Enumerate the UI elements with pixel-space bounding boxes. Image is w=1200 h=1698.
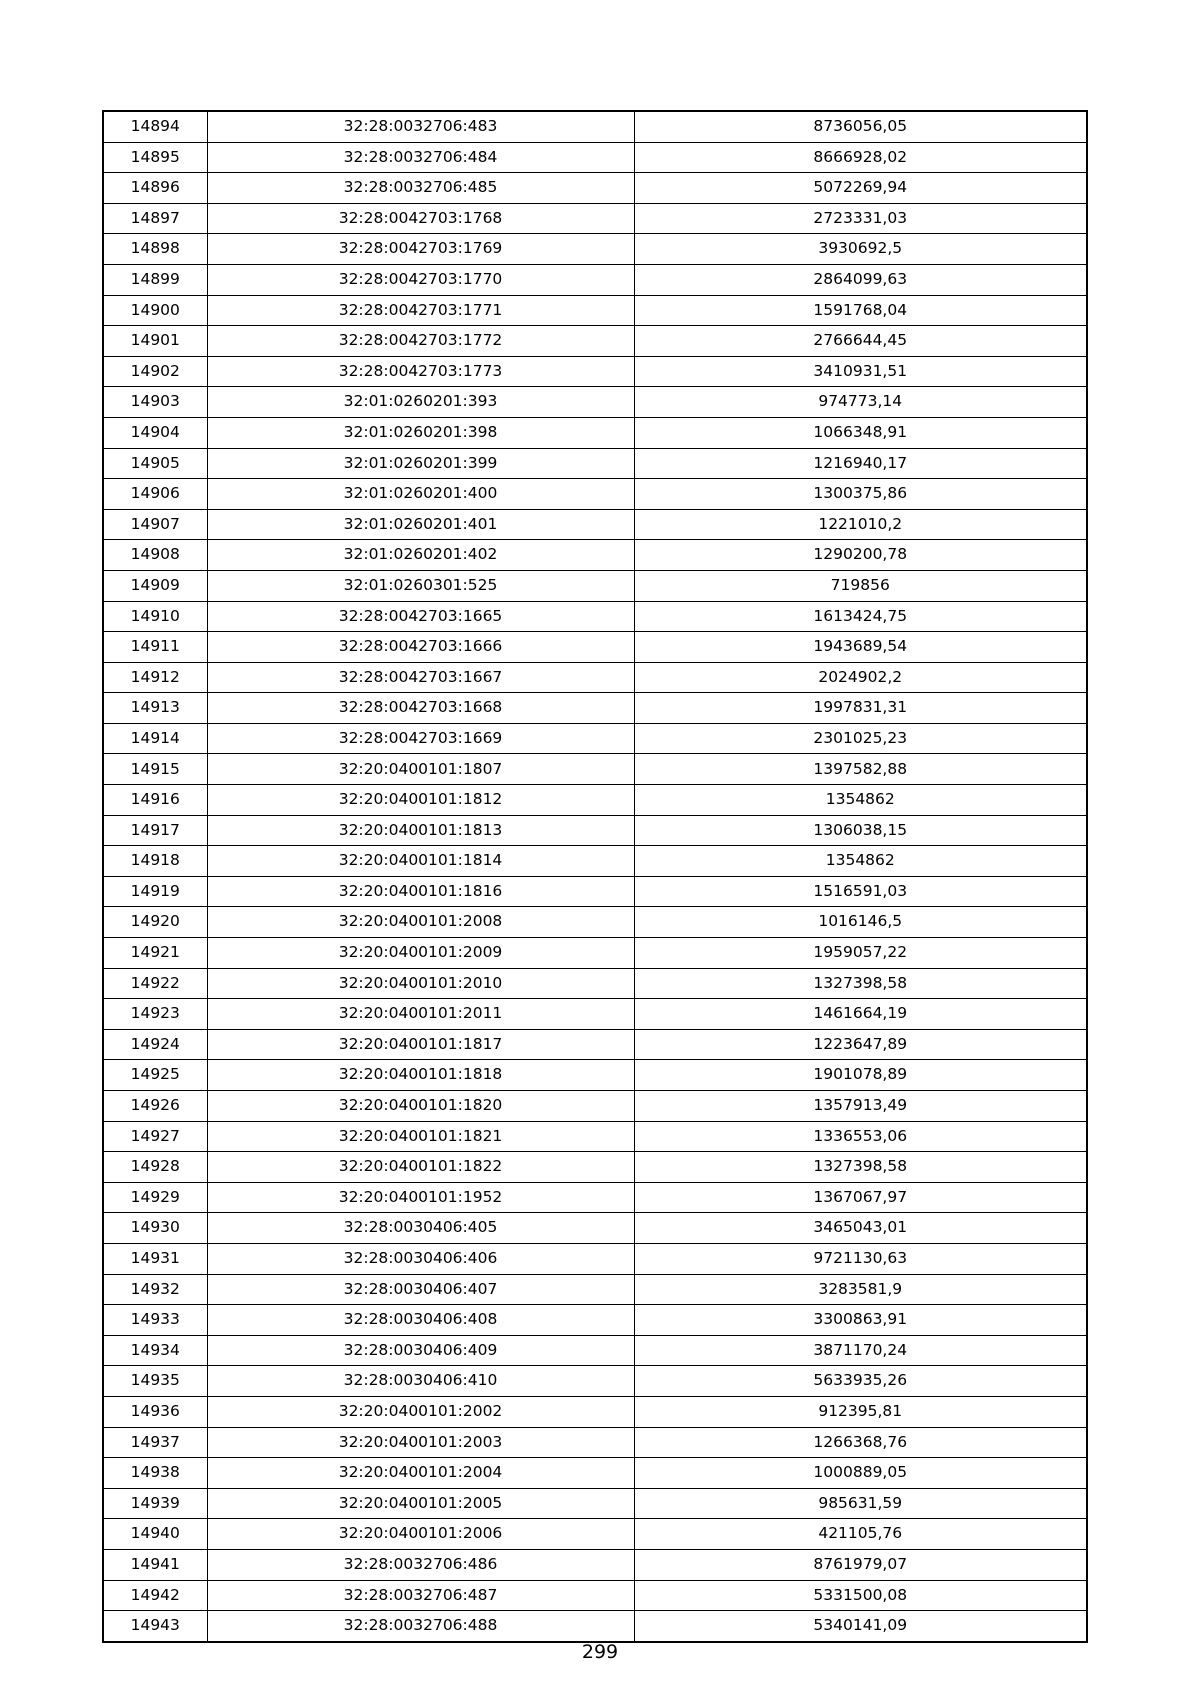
table-row <box>103 1519 1087 1550</box>
row-number-cell: 14918 <box>103 846 207 877</box>
value-cell: 2864099,63 <box>634 264 1087 295</box>
row-number-cell: 14905 <box>103 448 207 479</box>
row-number-cell: 14943 <box>103 1611 207 1642</box>
row-number-cell: 14897 <box>103 203 207 234</box>
value-cell: 985631,59 <box>634 1488 1087 1519</box>
cadastral-number-cell: 32:01:0260201:401 <box>207 509 634 540</box>
cadastral-number-cell: 32:28:0042703:1665 <box>207 601 634 632</box>
row-number-cell: 14926 <box>103 1091 207 1122</box>
value-cell: 974773,14 <box>634 387 1087 418</box>
table-row <box>103 601 1087 632</box>
cadastral-value-table <box>102 110 1088 1643</box>
value-cell: 3283581,9 <box>634 1274 1087 1305</box>
table-row <box>103 1366 1087 1397</box>
cadastral-number-cell: 32:28:0042703:1772 <box>207 326 634 357</box>
value-cell: 1354862 <box>634 785 1087 816</box>
value-cell: 1959057,22 <box>634 938 1087 969</box>
row-number-cell: 14920 <box>103 907 207 938</box>
table-body <box>103 111 1087 1642</box>
value-cell: 1300375,86 <box>634 479 1087 510</box>
value-cell: 1266368,76 <box>634 1427 1087 1458</box>
value-cell: 8666928,02 <box>634 142 1087 173</box>
table-row <box>103 1427 1087 1458</box>
cadastral-number-cell: 32:20:0400101:2006 <box>207 1519 634 1550</box>
row-number-cell: 14908 <box>103 540 207 571</box>
cadastral-number-cell: 32:20:0400101:1813 <box>207 815 634 846</box>
page-number: 299 <box>581 1641 619 1663</box>
table-row <box>103 142 1087 173</box>
table-row <box>103 907 1087 938</box>
value-cell: 1613424,75 <box>634 601 1087 632</box>
row-number-cell: 14919 <box>103 876 207 907</box>
table-row <box>103 509 1087 540</box>
value-cell: 1221010,2 <box>634 509 1087 540</box>
value-cell: 1327398,58 <box>634 968 1087 999</box>
row-number-cell: 14894 <box>103 111 207 142</box>
value-cell: 1397582,88 <box>634 754 1087 785</box>
cadastral-number-cell: 32:28:0030406:406 <box>207 1243 634 1274</box>
value-cell: 2723331,03 <box>634 203 1087 234</box>
row-number-cell: 14907 <box>103 509 207 540</box>
value-cell: 1591768,04 <box>634 295 1087 326</box>
cadastral-number-cell: 32:28:0030406:405 <box>207 1213 634 1244</box>
row-number-cell: 14921 <box>103 938 207 969</box>
table-row <box>103 1580 1087 1611</box>
row-number-cell: 14909 <box>103 570 207 601</box>
value-cell: 421105,76 <box>634 1519 1087 1550</box>
table-row <box>103 1060 1087 1091</box>
table-row <box>103 1029 1087 1060</box>
cadastral-number-cell: 32:20:0400101:2003 <box>207 1427 634 1458</box>
row-number-cell: 14937 <box>103 1427 207 1458</box>
cadastral-number-cell: 32:28:0032706:483 <box>207 111 634 142</box>
value-cell: 5633935,26 <box>634 1366 1087 1397</box>
cadastral-number-cell: 32:20:0400101:1816 <box>207 876 634 907</box>
table-row <box>103 693 1087 724</box>
table-row <box>103 173 1087 204</box>
table-row <box>103 356 1087 387</box>
value-cell: 1516591,03 <box>634 876 1087 907</box>
table-row <box>103 203 1087 234</box>
row-number-cell: 14931 <box>103 1243 207 1274</box>
row-number-cell: 14928 <box>103 1152 207 1183</box>
cadastral-number-cell: 32:28:0032706:488 <box>207 1611 634 1642</box>
row-number-cell: 14898 <box>103 234 207 265</box>
row-number-cell: 14935 <box>103 1366 207 1397</box>
table-row <box>103 1213 1087 1244</box>
table-row <box>103 815 1087 846</box>
row-number-cell: 14922 <box>103 968 207 999</box>
cadastral-number-cell: 32:20:0400101:1814 <box>207 846 634 877</box>
row-number-cell: 14930 <box>103 1213 207 1244</box>
cadastral-number-cell: 32:20:0400101:2011 <box>207 999 634 1030</box>
table-row <box>103 846 1087 877</box>
row-number-cell: 14901 <box>103 326 207 357</box>
cadastral-number-cell: 32:28:0042703:1666 <box>207 632 634 663</box>
value-cell: 3465043,01 <box>634 1213 1087 1244</box>
cadastral-number-cell: 32:28:0030406:408 <box>207 1305 634 1336</box>
table-row <box>103 999 1087 1030</box>
value-cell: 8761979,07 <box>634 1549 1087 1580</box>
table-row <box>103 1243 1087 1274</box>
cadastral-number-cell: 32:28:0032706:487 <box>207 1580 634 1611</box>
cadastral-number-cell: 32:28:0042703:1669 <box>207 723 634 754</box>
cadastral-number-cell: 32:20:0400101:2004 <box>207 1458 634 1489</box>
table-row <box>103 1274 1087 1305</box>
row-number-cell: 14923 <box>103 999 207 1030</box>
value-cell: 1216940,17 <box>634 448 1087 479</box>
table-row <box>103 938 1087 969</box>
row-number-cell: 14916 <box>103 785 207 816</box>
row-number-cell: 14911 <box>103 632 207 663</box>
value-cell: 1066348,91 <box>634 417 1087 448</box>
cadastral-number-cell: 32:28:0030406:407 <box>207 1274 634 1305</box>
value-cell: 3871170,24 <box>634 1335 1087 1366</box>
cadastral-number-cell: 32:28:0042703:1667 <box>207 662 634 693</box>
cadastral-number-cell: 32:28:0042703:1668 <box>207 693 634 724</box>
table-row <box>103 785 1087 816</box>
row-number-cell: 14917 <box>103 815 207 846</box>
table-row <box>103 1611 1087 1642</box>
row-number-cell: 14942 <box>103 1580 207 1611</box>
cadastral-number-cell: 32:20:0400101:2005 <box>207 1488 634 1519</box>
cadastral-number-cell: 32:20:0400101:1952 <box>207 1182 634 1213</box>
value-cell: 1461664,19 <box>634 999 1087 1030</box>
row-number-cell: 14913 <box>103 693 207 724</box>
cadastral-number-cell: 32:28:0032706:486 <box>207 1549 634 1580</box>
table-row <box>103 295 1087 326</box>
table-row <box>103 540 1087 571</box>
value-cell: 3410931,51 <box>634 356 1087 387</box>
value-cell: 1354862 <box>634 846 1087 877</box>
table-row <box>103 968 1087 999</box>
value-cell: 1223647,89 <box>634 1029 1087 1060</box>
row-number-cell: 14900 <box>103 295 207 326</box>
cadastral-number-cell: 32:20:0400101:2009 <box>207 938 634 969</box>
cadastral-number-cell: 32:01:0260201:402 <box>207 540 634 571</box>
table-row <box>103 876 1087 907</box>
table-row <box>103 387 1087 418</box>
cadastral-number-cell: 32:28:0042703:1770 <box>207 264 634 295</box>
value-cell: 1290200,78 <box>634 540 1087 571</box>
value-cell: 5331500,08 <box>634 1580 1087 1611</box>
value-cell: 2024902,2 <box>634 662 1087 693</box>
value-cell: 3930692,5 <box>634 234 1087 265</box>
row-number-cell: 14904 <box>103 417 207 448</box>
cadastral-number-cell: 32:28:0042703:1773 <box>207 356 634 387</box>
table-row <box>103 1091 1087 1122</box>
table-row <box>103 479 1087 510</box>
cadastral-number-cell: 32:28:0030406:410 <box>207 1366 634 1397</box>
cadastral-number-cell: 32:01:0260301:525 <box>207 570 634 601</box>
table-row <box>103 570 1087 601</box>
row-number-cell: 14938 <box>103 1458 207 1489</box>
row-number-cell: 14941 <box>103 1549 207 1580</box>
cadastral-number-cell: 32:01:0260201:393 <box>207 387 634 418</box>
row-number-cell: 14899 <box>103 264 207 295</box>
table-row <box>103 234 1087 265</box>
value-cell: 1367067,97 <box>634 1182 1087 1213</box>
cadastral-number-cell: 32:28:0042703:1768 <box>207 203 634 234</box>
value-cell: 1997831,31 <box>634 693 1087 724</box>
row-number-cell: 14895 <box>103 142 207 173</box>
cadastral-number-cell: 32:28:0030406:409 <box>207 1335 634 1366</box>
cadastral-number-cell: 32:20:0400101:1820 <box>207 1091 634 1122</box>
row-number-cell: 14940 <box>103 1519 207 1550</box>
row-number-cell: 14932 <box>103 1274 207 1305</box>
row-number-cell: 14910 <box>103 601 207 632</box>
value-cell: 1357913,49 <box>634 1091 1087 1122</box>
table-row <box>103 326 1087 357</box>
cadastral-number-cell: 32:28:0032706:484 <box>207 142 634 173</box>
value-cell: 1306038,15 <box>634 815 1087 846</box>
table-row <box>103 264 1087 295</box>
table-row <box>103 1488 1087 1519</box>
value-cell: 2766644,45 <box>634 326 1087 357</box>
row-number-cell: 14939 <box>103 1488 207 1519</box>
row-number-cell: 14902 <box>103 356 207 387</box>
table-row <box>103 1182 1087 1213</box>
cadastral-number-cell: 32:20:0400101:2010 <box>207 968 634 999</box>
cadastral-number-cell: 32:20:0400101:1818 <box>207 1060 634 1091</box>
cadastral-number-cell: 32:01:0260201:400 <box>207 479 634 510</box>
value-cell: 5340141,09 <box>634 1611 1087 1642</box>
value-cell: 912395,81 <box>634 1396 1087 1427</box>
cadastral-number-cell: 32:28:0042703:1769 <box>207 234 634 265</box>
table-row <box>103 1396 1087 1427</box>
row-number-cell: 14934 <box>103 1335 207 1366</box>
table-row <box>103 1152 1087 1183</box>
value-cell: 8736056,05 <box>634 111 1087 142</box>
row-number-cell: 14933 <box>103 1305 207 1336</box>
table-row <box>103 1458 1087 1489</box>
table-row <box>103 111 1087 142</box>
row-number-cell: 14925 <box>103 1060 207 1091</box>
cadastral-number-cell: 32:28:0042703:1771 <box>207 295 634 326</box>
value-cell: 5072269,94 <box>634 173 1087 204</box>
value-cell: 1943689,54 <box>634 632 1087 663</box>
value-cell: 1901078,89 <box>634 1060 1087 1091</box>
cadastral-number-cell: 32:20:0400101:1822 <box>207 1152 634 1183</box>
cadastral-number-cell: 32:28:0032706:485 <box>207 173 634 204</box>
row-number-cell: 14936 <box>103 1396 207 1427</box>
cadastral-number-cell: 32:20:0400101:1807 <box>207 754 634 785</box>
value-cell: 719856 <box>634 570 1087 601</box>
cadastral-number-cell: 32:20:0400101:1821 <box>207 1121 634 1152</box>
row-number-cell: 14912 <box>103 662 207 693</box>
table-row <box>103 1549 1087 1580</box>
row-number-cell: 14915 <box>103 754 207 785</box>
row-number-cell: 14929 <box>103 1182 207 1213</box>
table-row <box>103 723 1087 754</box>
cadastral-number-cell: 32:20:0400101:2002 <box>207 1396 634 1427</box>
row-number-cell: 14896 <box>103 173 207 204</box>
table-row <box>103 754 1087 785</box>
value-cell: 1336553,06 <box>634 1121 1087 1152</box>
row-number-cell: 14914 <box>103 723 207 754</box>
cadastral-number-cell: 32:01:0260201:398 <box>207 417 634 448</box>
row-number-cell: 14927 <box>103 1121 207 1152</box>
row-number-cell: 14924 <box>103 1029 207 1060</box>
row-number-cell: 14903 <box>103 387 207 418</box>
table-row <box>103 448 1087 479</box>
value-cell: 3300863,91 <box>634 1305 1087 1336</box>
value-cell: 9721130,63 <box>634 1243 1087 1274</box>
cadastral-number-cell: 32:20:0400101:1817 <box>207 1029 634 1060</box>
cadastral-number-cell: 32:01:0260201:399 <box>207 448 634 479</box>
value-cell: 2301025,23 <box>634 723 1087 754</box>
value-cell: 1000889,05 <box>634 1458 1087 1489</box>
table-row <box>103 1121 1087 1152</box>
cadastral-number-cell: 32:20:0400101:2008 <box>207 907 634 938</box>
cadastral-number-cell: 32:20:0400101:1812 <box>207 785 634 816</box>
table-row <box>103 632 1087 663</box>
value-cell: 1016146,5 <box>634 907 1087 938</box>
table-row <box>103 417 1087 448</box>
table-row <box>103 662 1087 693</box>
table-row <box>103 1335 1087 1366</box>
row-number-cell: 14906 <box>103 479 207 510</box>
value-cell: 1327398,58 <box>634 1152 1087 1183</box>
table-row <box>103 1305 1087 1336</box>
